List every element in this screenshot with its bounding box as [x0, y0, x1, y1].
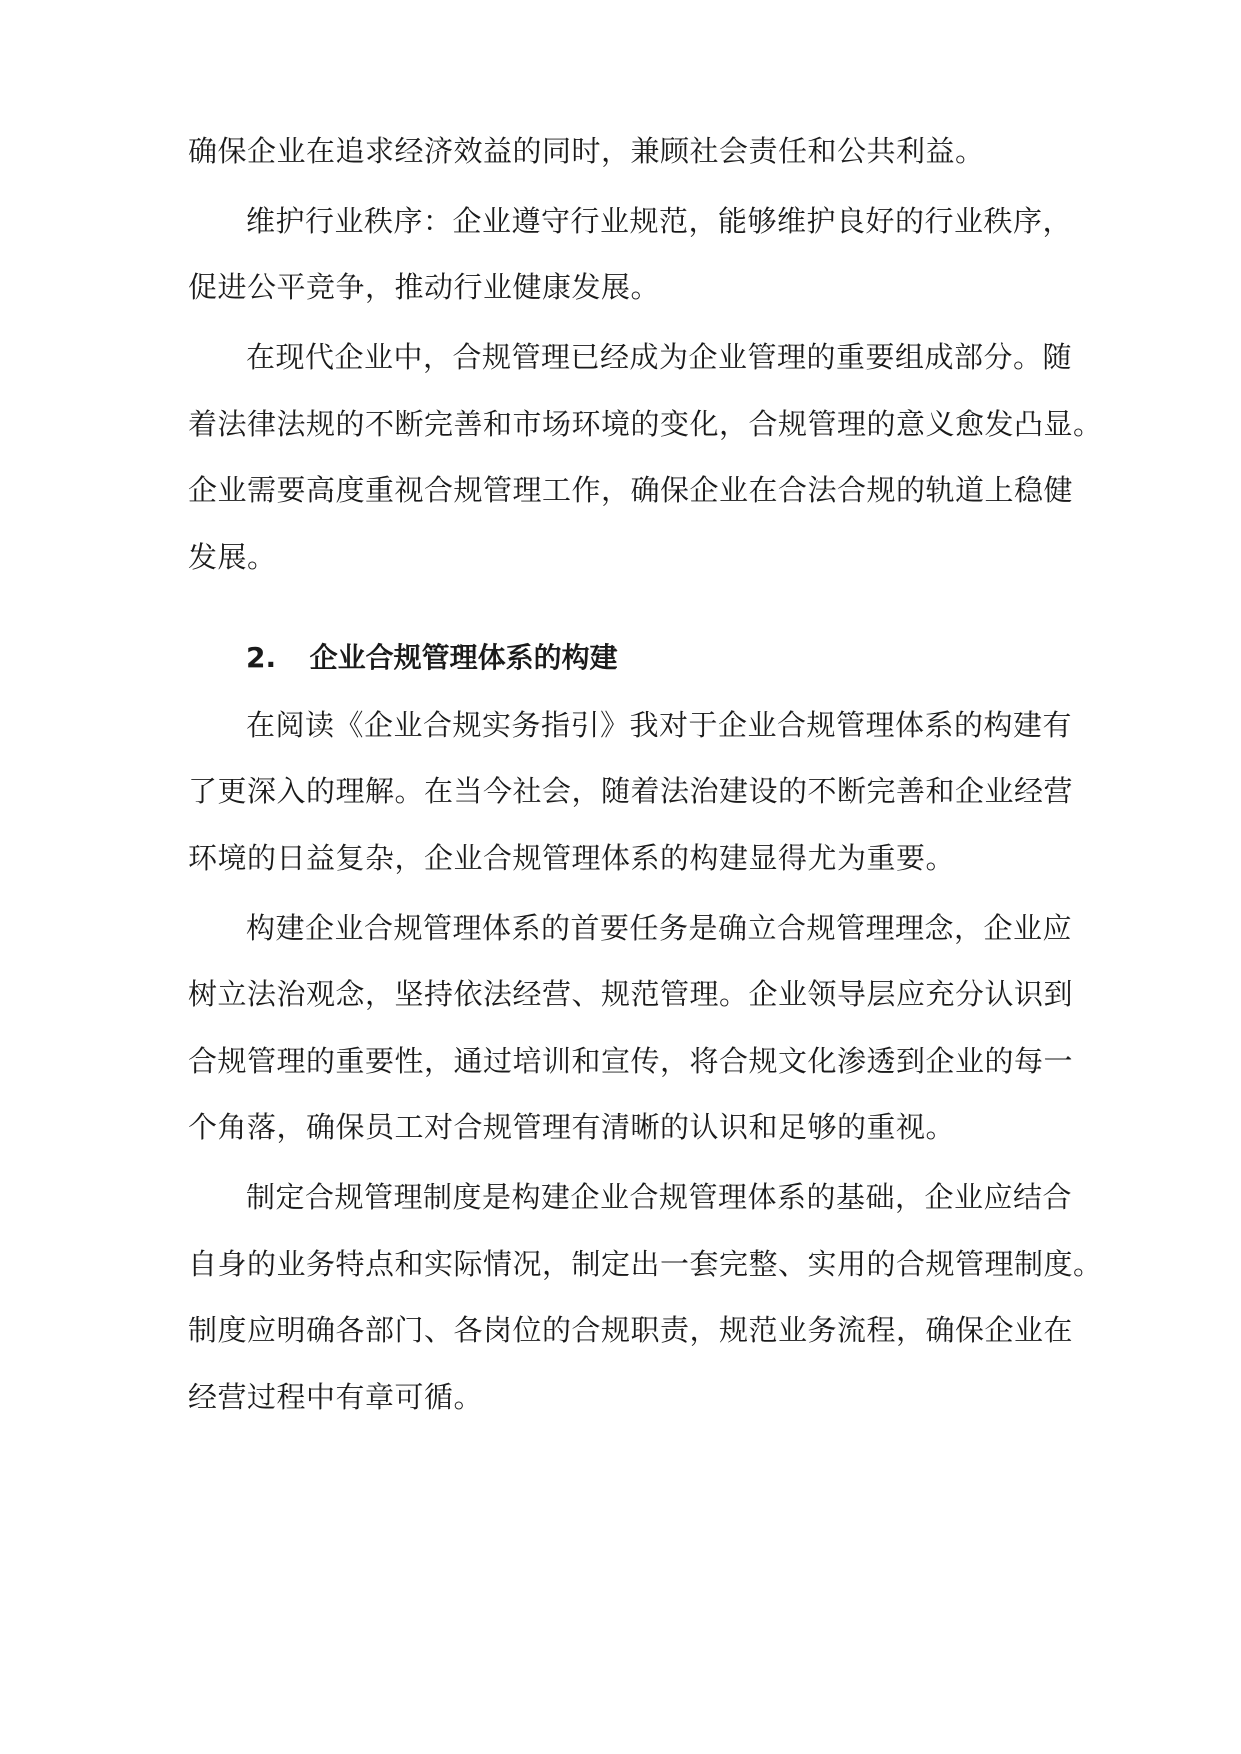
paragraph-line: 制度应明确各部门、各岗位的合规职责，规范业务流程，确保企业在 — [188, 1313, 1074, 1347]
paragraph-line: 树立法治观念，坚持依法经营、规范管理。企业领导层应充分认识到 — [188, 977, 1074, 1011]
paragraph-line: 确保企业在追求经济效益的同时，兼顾社会责任和公共利益。 — [188, 134, 985, 168]
paragraph-line: 维护行业秩序：企业遵守行业规范，能够维护良好的行业秩序， — [246, 204, 1073, 238]
paragraph-line: 了更深入的理解。在当今社会，随着法治建设的不断完善和企业经营 — [188, 774, 1074, 808]
section-title: 企业合规管理体系的构建 — [309, 641, 618, 674]
paragraph-line: 着法律法规的不断完善和市场环境的变化，合规管理的意义愈发凸显。 — [188, 407, 1103, 441]
paragraph-line: 制定合规管理制度是构建企业合规管理体系的基础，企业应结合 — [246, 1180, 1073, 1214]
section-heading — [246, 638, 618, 678]
paragraph-line: 在阅读《企业合规实务指引》我对于企业合规管理体系的构建有 — [246, 708, 1073, 742]
paragraph-line: 构建企业合规管理体系的首要任务是确立合规管理理念，企业应 — [246, 911, 1073, 945]
paragraph-line: 经营过程中有章可循。 — [188, 1380, 484, 1414]
paragraph-line: 合规管理的重要性，通过培训和宣传，将合规文化渗透到企业的每一 — [188, 1044, 1074, 1078]
paragraph-line: 发展。 — [188, 540, 277, 574]
paragraph-line: 个角落，确保员工对合规管理有清晰的认识和足够的重视。 — [188, 1110, 956, 1144]
paragraph-line: 企业需要高度重视合规管理工作，确保企业在合法合规的轨道上稳健 — [188, 473, 1074, 507]
paragraph-line: 促进公平竞争，推动行业健康发展。 — [188, 270, 661, 304]
section-number: 2. — [246, 641, 277, 674]
paragraph-line: 环境的日益复杂，企业合规管理体系的构建显得尤为重要。 — [188, 841, 956, 875]
paragraph-line: 在现代企业中，合规管理已经成为企业管理的重要组成部分。随 — [246, 340, 1073, 374]
paragraph-line: 自身的业务特点和实际情况，制定出一套完整、实用的合规管理制度。 — [188, 1247, 1103, 1281]
